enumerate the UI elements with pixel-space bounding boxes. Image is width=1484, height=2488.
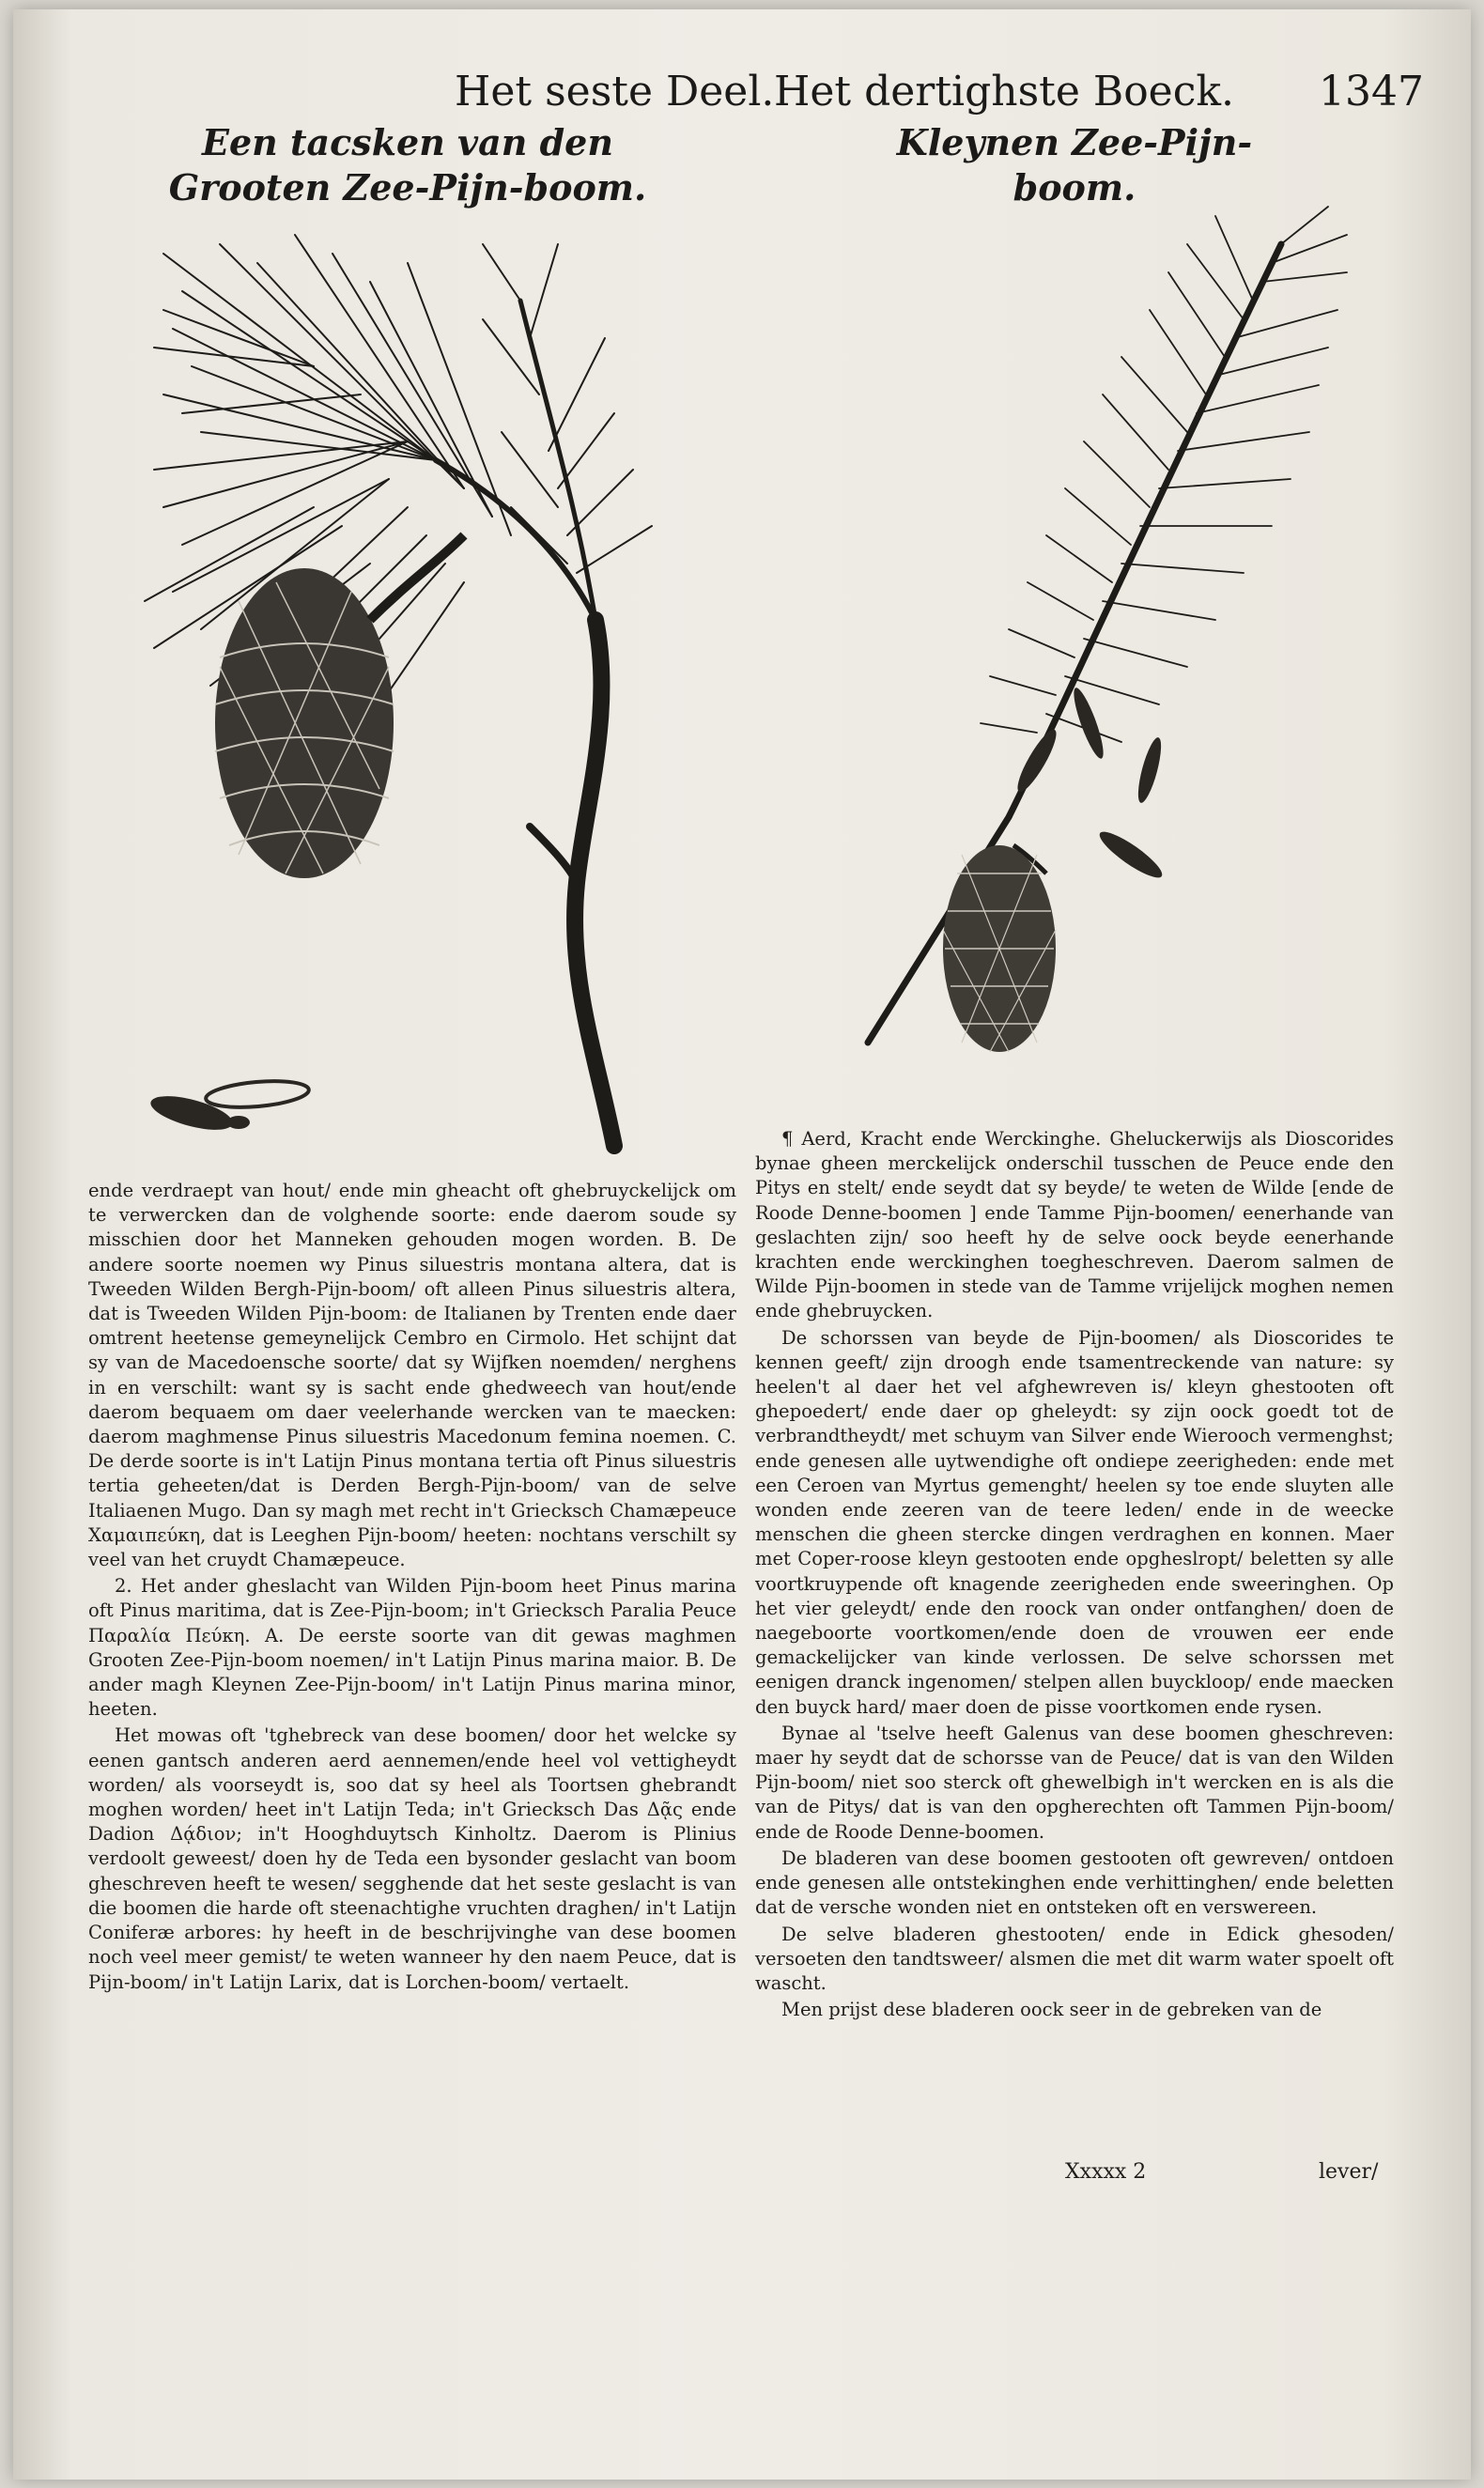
right-paragraph: De selve bladeren ghestooten/ ende in Edick ghesoden/ versoeten den tandtsweer/ alsmen die met dit warm water spoelt oft wascht. bbox=[755, 1923, 1394, 1994]
page-number: 1347 bbox=[1319, 68, 1424, 116]
left-figure-title: Een tacsken van den Grooten Zee-Pijn-boom. bbox=[168, 121, 647, 209]
catchword: lever/ bbox=[1319, 2160, 1379, 2184]
book-page bbox=[13, 9, 1471, 2480]
right-paragraph: De schorssen van beyde de Pijn-boomen/ als Dioscorides te kennen geeft/ zijn droogh ende tsamentreckende van nature: sy heelen't al daer het vel afghewreven is/ kleyn ghestooten oft ghepoedert/ ende daer op gheleydt: sy zijn oock goedt tot de verbrandtheydt/ met schuym van Silver ende Wierooch vermenghst; ende genesen alle uytwendighe oft ondiepe zeerigheden: ende met een Ceroen van Myrtus gemenght/ heelen sy toe ende sluyten alle wonden ende zeeren van de teere leden/ ende in de weecke menschen die gheen stercke dingen verdraghen en konnen. Maer met Coper-roose kleyn gestooten ende opgheslropt/ beletten sy alle voortkruypende oft knagende zeerigheden ende sweeringhen. Op het vier geleydt/ ende den roock van onder ontfanghen/ doen de naegeboorte voortkomen/ende doen de vrouwen eer ende gemackelijcker van kinde verlossen. De selve schorssen met eenigen dranck ingenomen/ stelpen allen buyckloop/ ende maecken den buyck hard/ maer doen de pisse voortkomen ende rysen. bbox=[755, 1326, 1394, 1718]
left-paragraph: Het mowas oft 'tghebreck van dese boomen/ door het welcke sy eenen gantsch anderen aerd aennemen/ende heel vol vettigheydt worden/ als voorseydt is, soo dat sy heel als Toortsen ghebrandt moghen worden/ heet in't Latijn Teda; in't Griecksch Das Δᾷς ende Dadion Δᾴδιον; in't Hooghduytsch Kinholtz. Daerom is Plinius verdoolt geweest/ doen hy de Teda een bysonder geslacht van boom gheschreven heeft te wesen/ segghende dat het seste geslacht is van die boomen die harde oft steenachtighe vruchten draghen/ in't Latijn Coniferæ arbores: hy heeft in de beschrijvinghe van dese boomen noch veel meer gemist/ te weten wanneer hy den naem Peuce, dat is Pijn-boom/ in't Latijn Larix, dat is Lorchen-boom/ vertaelt. bbox=[88, 1724, 736, 1993]
left-text-column bbox=[88, 1179, 736, 1995]
right-paragraph: De bladeren van dese boomen gestooten oft gewreven/ ontdoen ende genesen alle ontstekinghen ende verhittinghen/ ende beletten dat de versche wonden niet en ontsteken oft en verswereen. bbox=[755, 1847, 1394, 1919]
right-running-head: Het dertighste Boeck. bbox=[774, 68, 1235, 116]
right-paragraph: ¶ Aerd, Kracht ende Werckinghe. Gheluckerwijs als Dioscorides bynae gheen merckelijck onderschil tusschen de Peuce ende den Pitys en stelt/ ende seydt dat sy beyde/ te weten de Wilde [ende de Roode Denne-boomen ] ende Tamme Pijn-boomen/ eenerhande van geslachten zijn/ soo heeft hy de selve oock beyde eenerhande krachten ende werckinghen toegheschreven. Daerom salmen de Wilde Pijn-boomen in stede van de Tamme vrijelijck moghen nemen ende ghebruycken. bbox=[755, 1128, 1394, 1322]
right-paragraph: Men prijst dese bladeren oock seer in de gebreken van de bbox=[781, 1999, 1322, 2021]
signature-mark: Xxxxx 2 bbox=[1065, 2160, 1147, 2184]
small-sea-pine-woodcut bbox=[840, 197, 1366, 1080]
right-paragraph: Bynae al 'tselve heeft Galenus van dese boomen gheschreven: maer hy seydt dat de schorsse van de Peuce/ dat is van den Wilden Pijn-boom/ niet soo sterck oft ghewelbigh in't wercken en is als die van de Pitys/ dat is van den opgherechten oft Tammen Pijn-boom/ ende de Roode Denne-boomen. bbox=[755, 1722, 1394, 1843]
left-running-head: Het seste Deel. bbox=[455, 68, 775, 116]
large-sea-pine-woodcut bbox=[126, 225, 708, 1165]
right-figure-title: Kleynen Zee-Pijn-boom. bbox=[896, 121, 1253, 209]
right-text-column bbox=[755, 1127, 1394, 2022]
left-paragraph: ende verdraept van hout/ ende min gheacht oft ghebruyckelijck om te verwercken dan de volghende soorte: ende daerom soude sy misschien door het Manneken gehouden mogen worden. B. De andere soorte noemen wy Pinus siluestris montana altera, dat is Tweeden Wilden Bergh-Pijn-boom/ oft alleen Pinus siluestris altera, dat is Tweeden Wilden Pijn-boom: de Italianen by Trenten ende daer omtrent heetense gemeynelijck Cembro en Cirmolo. Het schijnt dat sy van de Macedoensche soorte/ dat sy Wijfken noemden/ nerghens in en verschilt: want sy is sacht ende ghedweech van hout/ende daerom bequaem om daer veelerhande wercken van te maecken: daerom maghmense Pinus siluestris Macedonum femina noemen. C. De derde soorte is in't Latijn Pinus montana tertia oft Pinus siluestris tertia geheeten/dat is Derden Bergh-Pijn-boom/ van de selve Italiaenen Mugo. Dan sy magh met recht in't Griecksch Chamæpeuce Χαμαιπεύκη, dat is Leeghen Pijn-boom/ heeten: nochtans verschilt sy veel van het cruydt Chamæpeuce. bbox=[88, 1180, 736, 1571]
left-paragraph: 2. Het ander gheslacht van Wilden Pijn-boom heet Pinus marina oft Pinus maritima, dat is Zee-Pijn-boom; in't Griecksch Paralia Peuce Παραλία Πεύκη. A. De eerste soorte van dit gewas maghmen Grooten Zee-Pijn-boom noemen/ in't Latijn Pinus marina maior. B. De ander magh Kleynen Zee-Pijn-boom/ in't Latijn Pinus marina minor, heeten. bbox=[88, 1575, 736, 1721]
